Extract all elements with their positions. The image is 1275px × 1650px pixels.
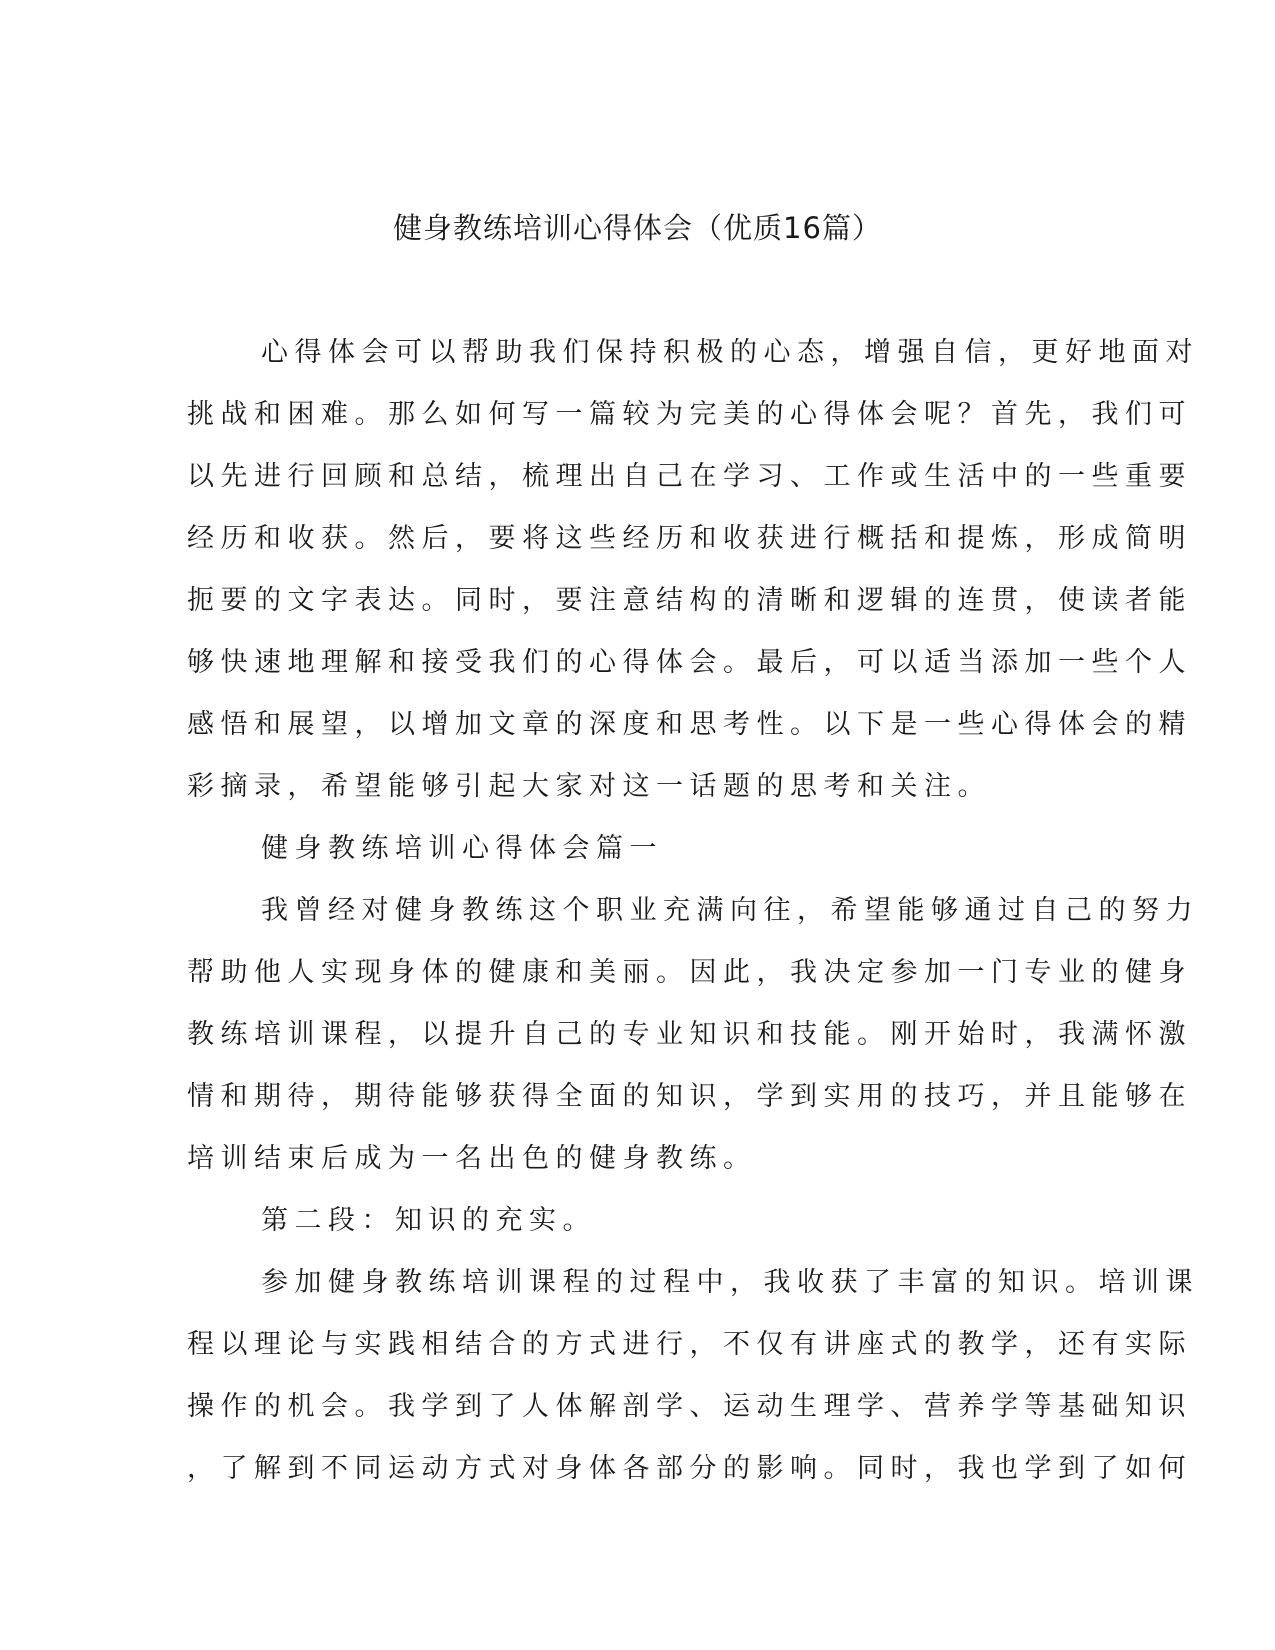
text-line: 第二段：知识的充实。 bbox=[261, 1205, 596, 1236]
text-line: 彩摘录，希望能够引起大家对这一话题的思考和关注。 bbox=[187, 771, 991, 802]
text-line: 培训结束后成为一名出色的健身教练。 bbox=[187, 1143, 757, 1174]
text-line: 经历和收获。然后，要将这些经历和收获进行概括和提炼，形成简明 bbox=[187, 523, 1192, 554]
text-line: 帮助他人实现身体的健康和美丽。因此，我决定参加一门专业的健身 bbox=[187, 957, 1192, 988]
text-line: 健身教练培训心得体会篇一 bbox=[261, 833, 663, 864]
text-line: ，了解到不同运动方式对身体各部分的影响。同时，我也学到了如何 bbox=[187, 1453, 1192, 1484]
text-line: 操作的机会。我学到了人体解剖学、运动生理学、营养学等基础知识 bbox=[187, 1391, 1192, 1422]
text-line: 参加健身教练培训课程的过程中，我收获了丰富的知识。培训课 bbox=[261, 1267, 1199, 1298]
text-line: 我曾经对健身教练这个职业充满向往，希望能够通过自己的努力 bbox=[261, 895, 1199, 926]
text-line: 扼要的文字表达。同时，要注意结构的清晰和逻辑的连贯，使读者能 bbox=[187, 585, 1192, 616]
document-title: 健身教练培训心得体会（优质16篇） bbox=[393, 211, 882, 245]
text-line: 心得体会可以帮助我们保持积极的心态，增强自信，更好地面对 bbox=[261, 337, 1199, 368]
text-line: 以先进行回顾和总结，梳理出自己在学习、工作或生活中的一些重要 bbox=[187, 461, 1192, 492]
text-line: 够快速地理解和接受我们的心得体会。最后，可以适当添加一些个人 bbox=[187, 647, 1192, 678]
document-body bbox=[187, 322, 1199, 1500]
text-line: 挑战和困难。那么如何写一篇较为完美的心得体会呢？首先，我们可 bbox=[187, 399, 1192, 430]
text-line: 感悟和展望，以增加文章的深度和思考性。以下是一些心得体会的精 bbox=[187, 709, 1192, 740]
text-line: 教练培训课程，以提升自己的专业知识和技能。刚开始时，我满怀激 bbox=[187, 1019, 1192, 1050]
text-line: 情和期待，期待能够获得全面的知识，学到实用的技巧，并且能够在 bbox=[187, 1081, 1192, 1112]
text-line: 程以理论与实践相结合的方式进行，不仅有讲座式的教学，还有实际 bbox=[187, 1329, 1192, 1360]
